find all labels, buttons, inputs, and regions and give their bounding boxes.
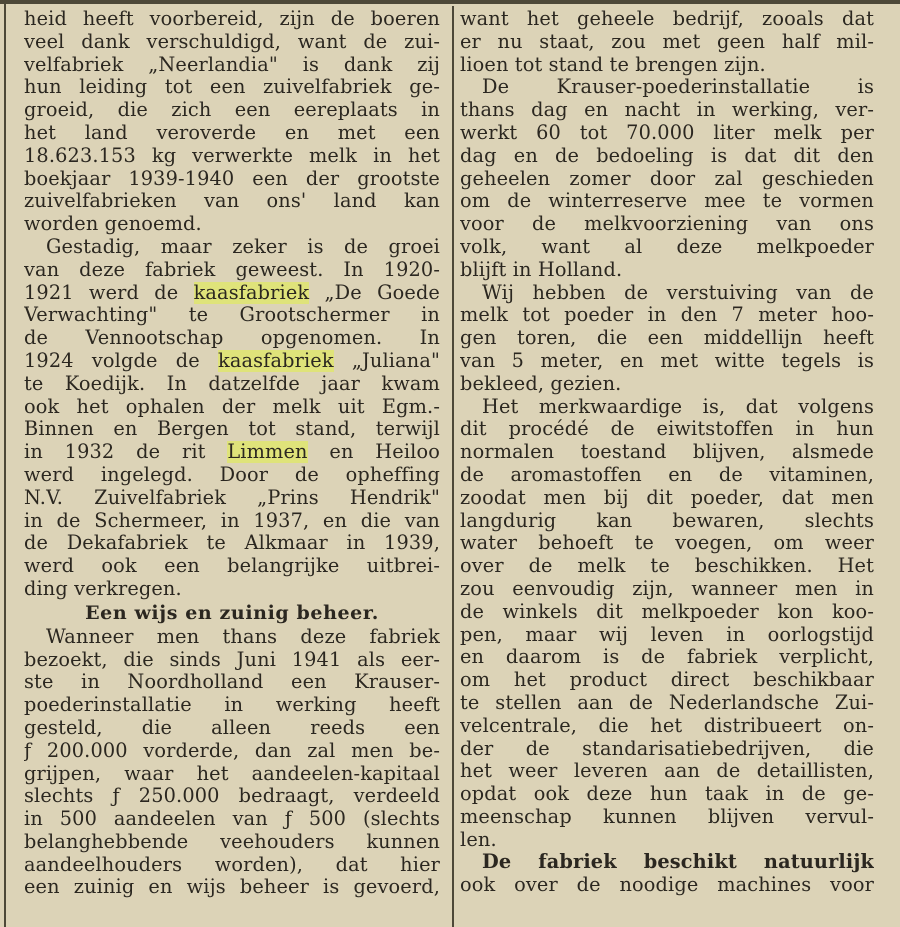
text-line: opdat ook deze hun taak in de ge- (460, 783, 874, 806)
text-line: thans dag en nacht in werking, ver- (460, 99, 874, 122)
text-line: dag en de bedoeling is dat dit den (460, 144, 874, 167)
text-line: Wij hebben de verstuiving van de (482, 281, 874, 304)
text-line: en daarom is de fabriek verplicht, (460, 646, 874, 669)
text-line: om de winterreserve mee te vormen (460, 190, 874, 213)
text-line: er nu staat, zou met geen half mil- (460, 30, 874, 53)
top-rule (0, 0, 900, 4)
search-highlight: kaasfabriek (193, 281, 310, 304)
text-line: normalen toestand blijven, alsmede (460, 441, 874, 464)
text-line: worden genoemd. (24, 213, 202, 236)
text-line: Gestadig, maar zeker is de groei (46, 235, 440, 258)
right-column (460, 8, 874, 897)
text-line: werkt 60 tot 70.000 liter melk per (460, 121, 874, 144)
text-line: over de melk te beschikken. Het (460, 555, 874, 578)
text-line: lioen tot stand te brengen zijn. (460, 53, 766, 76)
text-line: ook het ophalen der melk uit Egm.- (24, 395, 440, 418)
text-line: blijft in Holland. (460, 258, 623, 281)
text-line: de Vennootschap opgenomen. In (24, 327, 440, 350)
left-column-paragraphs (24, 8, 440, 601)
text-line: velcentrale, die het distribueert on- (460, 714, 874, 737)
text-line: pen, maar wij leven in oorlogstijd (460, 623, 874, 646)
text-line: in de Schermeer, in 1937, en die van (24, 509, 440, 532)
text-line: te Koedijk. In datzelfde jaar kwam (24, 372, 440, 395)
left-column (24, 8, 440, 899)
text-line: ste in Noordholland een Krauser- (24, 671, 440, 694)
left-edge-rule (4, 0, 6, 927)
text-line: voor de melkvoorziening van ons (460, 213, 874, 236)
text-line: de Dekafabriek te Alkmaar in 1939, (24, 532, 440, 555)
search-highlight: kaasfabriek (218, 349, 334, 372)
text-line: te stellen aan de Nederlandsche Zui- (460, 691, 874, 714)
column-divider (452, 6, 454, 927)
text-line: veel dank verschuldigd, want de zui- (24, 30, 440, 53)
text-line: de aromastoffen en de vitaminen, (460, 463, 874, 486)
text-line: N.V. Zuivelfabriek „Prins Hendrik" (24, 486, 440, 509)
text-line: de winkels dit melkpoeder kon koo- (460, 600, 874, 623)
text-line: een zuinig en wijs beheer is gevoerd, (24, 876, 440, 899)
text-line: len. (460, 828, 497, 851)
text-line: aandeelhouders worden), dat hier (24, 853, 440, 876)
text-line: het weer leveren aan de detaillisten, (460, 760, 874, 783)
right-column-paragraphs (460, 8, 874, 897)
text-line: 1924 volgde de kaasfabriek „Juliana" (24, 349, 440, 372)
text-line: gesteld, die alleen reeds een (24, 716, 440, 739)
text-line: Binnen en Bergen tot stand, terwijl (24, 418, 440, 441)
text-line: poederinstallatie in werking heeft (24, 694, 440, 717)
text-line: zou eenvoudig zijn, wanneer men in (460, 577, 874, 600)
text-line: volk, want al deze melkpoeder (460, 235, 874, 258)
text-line: hun leiding tot een zuivelfabriek ge- (24, 76, 440, 99)
text-line: Wanneer men thans deze fabriek (46, 625, 440, 648)
text-line: het land veroverde en met een (24, 121, 440, 144)
text-line: 18.623.153 kg verwerkte melk in het (24, 144, 440, 167)
subheading: Een wijs en zuinig beheer. (85, 601, 379, 624)
text-line: groeid, die zich een eereplaats in (24, 99, 440, 122)
text-line: Verwachting" te Grootschermer in (24, 304, 440, 327)
text-line: heid heeft voorbereid, zijn de boeren (24, 8, 440, 30)
text-line: gen toren, die een middellijn heeft (460, 327, 874, 350)
text-line: werd ingelegd. Door de opheffing (24, 463, 440, 486)
text-line: in 500 aandeelen van ƒ 500 (slechts (24, 808, 440, 831)
text-line: 1921 werd de kaasfabriek „De Goede (24, 281, 440, 304)
left-column-paragraphs-2 (24, 626, 440, 900)
text-line: belanghebbende veehouders kunnen (24, 830, 440, 853)
text-line: om het product direct beschikbaar (460, 669, 874, 692)
text-line: velfabriek „Neerlandia" is dank zij (24, 53, 440, 76)
text-line: bezoekt, die sinds Juni 1941 als eer- (24, 648, 440, 671)
text-line: werd ook een belangrijke uitbrei- (24, 555, 440, 578)
text-line: van 5 meter, en met witte tegels is (460, 349, 874, 372)
text-line: ding verkregen. (24, 577, 182, 600)
text-line: melk tot poeder in den 7 meter hoo- (460, 304, 874, 327)
text-line: ook over de noodige machines voor (460, 874, 874, 897)
text-line: want het geheele bedrijf, zooals dat (460, 8, 874, 30)
text-line: van deze fabriek geweest. In 1920- (24, 258, 440, 281)
text-line: slechts ƒ 250.000 bedraagt, verdeeld (24, 785, 440, 808)
text-line: water behoeft te voegen, om weer (460, 532, 874, 555)
text-line: grijpen, waar het aandeelen-kapitaal (24, 762, 440, 785)
search-highlight: Limmen (227, 441, 308, 464)
text-line: der de standarisatiebedrijven, die (460, 737, 874, 760)
text-line: zoodat men bij dit poeder, dat men (460, 486, 874, 509)
text-line: Het merkwaardige is, dat volgens (482, 395, 874, 418)
text-line: De Krauser-poederinstallatie is (482, 76, 874, 99)
text-line: De fabriek beschikt natuurlijk (482, 851, 874, 874)
text-line: dit procédé de eiwitstoffen in hun (460, 418, 874, 441)
text-line: meenschap kunnen blijven vervul- (460, 805, 874, 828)
text-line: langdurig kan bewaren, slechts (460, 509, 874, 532)
text-line: in 1932 de rit Limmen en Heiloo (24, 441, 440, 464)
text-line: bekleed, gezien. (460, 372, 622, 395)
text-line: boekjaar 1939-1940 een der grootste (24, 167, 440, 190)
text-line: ƒ 200.000 vorderde, dan zal men be- (24, 739, 440, 762)
text-line: geheelen zomer door zal geschieden (460, 167, 874, 190)
text-line: zuivelfabrieken van ons' land kan (24, 190, 440, 213)
